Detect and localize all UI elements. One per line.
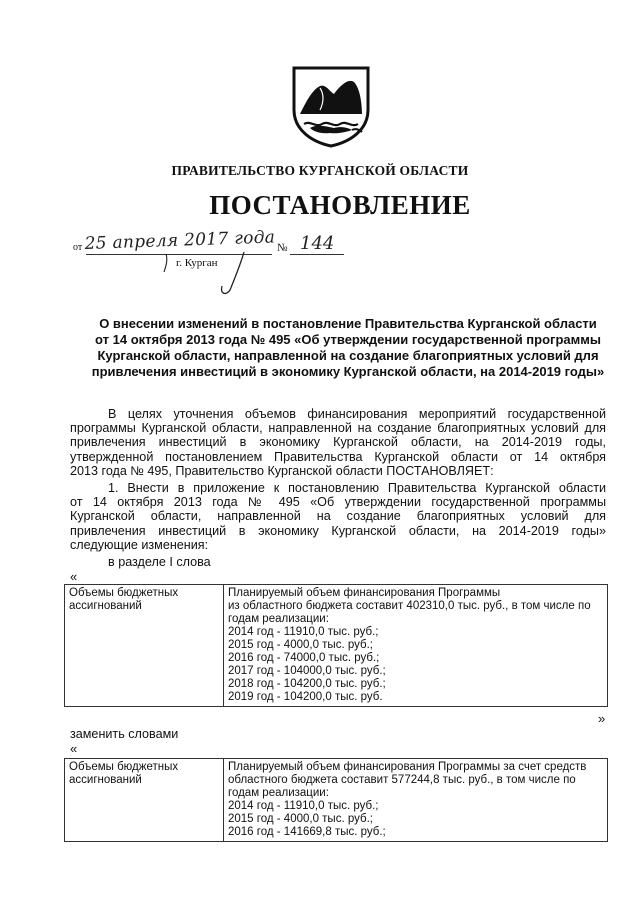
old-funding-table: [64, 584, 608, 707]
resolution-subject: [48, 316, 640, 380]
table-label-cell: [65, 759, 224, 842]
paragraph-line: следующие изменения:: [70, 537, 209, 552]
subject-line: от 14 октября 2013 года № 495 «Об утверждении государственной программы: [95, 332, 601, 347]
table-label-cell: [65, 585, 224, 707]
value-line: годам реализации:: [228, 787, 329, 799]
value-line: областного бюджета составит 577244,8 тыс. руб., в том числе по: [228, 774, 576, 786]
preamble-paragraph: [70, 407, 606, 478]
subject-line: О внесении изменений в постановление Правительства Курганской области: [99, 316, 597, 331]
paragraph-line: 1. Внести в приложение к постановлению Правительства Курганской области: [108, 481, 606, 495]
paragraph-line: утвержденной постановлением Правительства Курганской области от 14 октября: [70, 449, 606, 464]
document-type-title: ПОСТАНОВЛЕНИЕ: [209, 190, 471, 220]
open-quote: «: [70, 741, 78, 756]
value-line: Планируемый объем финансирования Программы: [228, 587, 501, 599]
date-handwritten: 25 апреля 2017 года: [84, 227, 276, 254]
label-line: ассигнований: [69, 600, 142, 612]
value-line: 2018 год - 104200,0 тыс. руб.;: [228, 678, 386, 690]
paragraph-line: В целях уточнения объемов финансирования мероприятий государственной: [108, 407, 606, 421]
organization-name: ПРАВИТЕЛЬСТВО КУРГАНСКОЙ ОБЛАСТИ: [171, 163, 469, 178]
value-line: 2014 год - 11910,0 тыс. руб.;: [228, 800, 379, 812]
value-line: 2017 год - 104000,0 тыс. руб.;: [228, 665, 386, 677]
value-line: из областного бюджета составит 402310,0 тыс. руб., в том числе по: [228, 600, 591, 612]
label-line: ассигнований: [69, 774, 142, 786]
replace-with-text: заменить словами: [70, 727, 179, 741]
number-label: №: [277, 242, 288, 254]
item-1-paragraph: [70, 481, 606, 552]
paragraph-line: привлечения инвестиций в экономику Курганской области, на 2014-2019 годы,: [70, 435, 606, 450]
coat-of-arms-emblem: [290, 64, 372, 148]
value-line: 2019 год - 104200,0 тыс. руб.: [228, 691, 383, 703]
paragraph-line: 2013 года № 495, Правительство Курганской области ПОСТАНОВЛЯЕТ:: [70, 463, 494, 478]
label-line: Объемы бюджетных: [69, 761, 179, 773]
subject-line: привлечения инвестиций в экономику Курганской области, на 2014-2019 годы»: [91, 364, 605, 379]
table-value-cell: [224, 759, 608, 842]
value-line: годам реализации:: [228, 613, 329, 625]
table-value-cell: [224, 585, 608, 707]
paragraph-line: программы Курганской области, направленной на создание благоприятных условий для: [70, 421, 606, 436]
number-underline: [290, 254, 344, 255]
date-from-label: от: [73, 242, 83, 253]
city-label: г. Курган: [176, 257, 218, 269]
new-funding-table: [64, 758, 608, 842]
label-line: Объемы бюджетных: [69, 587, 179, 599]
section-intro: в разделе I слова: [108, 555, 211, 569]
subject-line: Курганской области, направленной на создание благоприятных условий для: [97, 348, 599, 363]
value-line: 2015 год - 4000,0 тыс. руб.;: [228, 639, 373, 651]
paragraph-line: Курганской области, направленной на создание благоприятных условий для: [70, 509, 606, 524]
open-quote: «: [70, 569, 78, 584]
value-line: 2015 год - 4000,0 тыс. руб.;: [228, 813, 373, 825]
close-quote: »: [598, 711, 606, 726]
number-handwritten: 144: [300, 233, 335, 254]
value-line: 2014 год - 11910,0 тыс. руб.;: [228, 626, 379, 638]
value-line: 2016 год - 141669,8 тыс. руб.;: [228, 826, 386, 838]
paragraph-line: от 14 октября 2013 года № 495 «Об утверждении государственной программы: [70, 495, 606, 510]
table-row: [65, 585, 608, 707]
value-line: Планируемый объем финансирования Программы за счет средств: [228, 761, 587, 773]
value-line: 2016 год - 74000,0 тыс. руб.;: [228, 652, 380, 664]
paragraph-line: привлечения инвестиций в экономику Курганской области, на 2014-2019 годы»: [70, 523, 606, 538]
table-row: [65, 759, 608, 842]
